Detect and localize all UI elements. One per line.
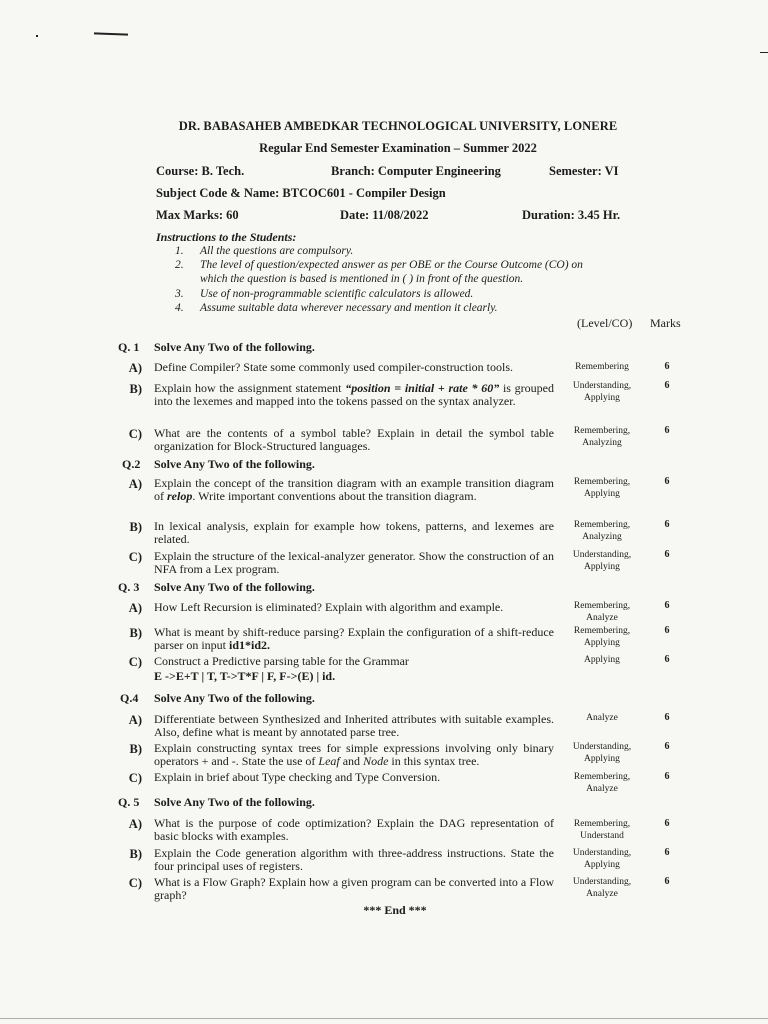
level-co: Remembering, Analyzing xyxy=(573,520,631,542)
question-text: Differentiate between Synthesized and Inherited attributes with suitable examples. Also, define what is meant by annotated parse tree. xyxy=(154,712,554,739)
question-text: Explain the structure of the lexical-analyzer generator. Show the construction of an NFA from a Lex program. xyxy=(154,549,554,576)
end-marker: *** End *** xyxy=(363,903,427,917)
question-number: Q. 1 xyxy=(118,340,140,354)
marks-value: 6 xyxy=(664,654,670,665)
question-text-segment: in this syntax tree. xyxy=(388,753,480,768)
marks-value: 6 xyxy=(664,712,670,723)
instruction-text: The level of question/expected answer as per OBE or the Course Outcome (CO) on xyxy=(200,259,583,271)
instruction-text: Use of non-programmable scientific calculators is allowed. xyxy=(200,288,474,300)
level-co: Understanding, Applying xyxy=(572,848,632,870)
assignment-statement: “position = initial + rate * 60” xyxy=(345,381,500,395)
instruction-text: Assume suitable data wherever necessary and mention it clearly. xyxy=(200,302,498,314)
part-label: A) xyxy=(128,601,142,615)
branch-info: Branch: Computer Engineering xyxy=(331,164,501,178)
level-co: Understanding, Applying xyxy=(572,550,632,572)
marks-value: 6 xyxy=(664,380,670,391)
marks-value: 6 xyxy=(664,625,670,636)
instruction-number: 1. xyxy=(175,245,184,257)
part-label: B) xyxy=(129,382,142,396)
level-co: Remembering, Applying xyxy=(573,626,631,648)
marks-value: 6 xyxy=(664,847,670,858)
instruction-number: 2. xyxy=(175,259,184,271)
question-text-segment: Explain how the assignment statement xyxy=(154,381,346,395)
instruction-text: which the question is based is mentioned in ( ) in front of the question. xyxy=(200,273,524,285)
leaf-term: Leaf xyxy=(318,753,340,768)
marks-value: 6 xyxy=(664,476,670,487)
question-text: How Left Recursion is eliminated? Explain with algorithm and example. xyxy=(154,600,504,614)
level-co: Remembering, Analyzing xyxy=(573,426,631,448)
level-column-header: (Level/CO) xyxy=(577,316,633,330)
marks-value: 6 xyxy=(664,876,670,887)
semester-info: Semester: VI xyxy=(549,164,619,178)
part-label: C) xyxy=(128,771,142,785)
question-heading: Solve Any Two of the following. xyxy=(154,340,315,354)
instruction-text: All the questions are compulsory. xyxy=(200,245,354,257)
part-label: B) xyxy=(129,847,142,861)
level-co: Remembering, Understand xyxy=(573,819,631,841)
max-marks-info: Max Marks: 60 xyxy=(156,208,239,222)
university-name: DR. BABASAHEB AMBEDKAR TECHNOLOGICAL UNIVERSITY, LONERE xyxy=(178,119,618,133)
part-label: A) xyxy=(128,817,142,831)
question-number: Q. 3 xyxy=(118,580,140,594)
question-text-segment: is grouped into the lexemes and mapped into the tokens passed on the syntax analyzer. xyxy=(154,381,554,408)
scan-mark xyxy=(36,35,38,37)
marks-value: 6 xyxy=(664,818,670,829)
question-text xyxy=(154,477,554,502)
duration-info: Duration: 3.45 Hr. xyxy=(522,208,621,222)
marks-value: 6 xyxy=(664,519,670,530)
part-label: C) xyxy=(128,550,142,564)
question-text-segment: . Write important conventions about the transition diagram. xyxy=(192,488,477,503)
level-co: Remembering, Analyze xyxy=(573,772,631,794)
part-label: B) xyxy=(129,520,142,534)
question-number: Q. 5 xyxy=(118,795,140,809)
level-co: Remembering, Applying xyxy=(573,477,631,499)
marks-value: 6 xyxy=(664,549,670,560)
level-co: Understanding, Applying xyxy=(572,742,632,764)
part-label: C) xyxy=(128,876,142,890)
part-label: C) xyxy=(128,427,142,441)
question-heading: Solve Any Two of the following. xyxy=(154,691,315,705)
marks-value: 6 xyxy=(664,600,670,611)
question-heading: Solve Any Two of the following. xyxy=(154,795,315,809)
level-co: Understanding, Analyze xyxy=(572,877,632,899)
part-label: C) xyxy=(128,655,142,669)
input-string: id1*id2. xyxy=(228,637,270,652)
level-co: Analyze xyxy=(586,713,618,723)
part-label: B) xyxy=(129,626,142,640)
instruction-number: 3. xyxy=(175,288,184,300)
exam-title: Regular End Semester Examination – Summer 2022 xyxy=(259,141,537,155)
grammar-text: E ->E+T | T, T->T*F | F, F->(E) | id. xyxy=(154,669,336,683)
relop-term: relop xyxy=(167,488,193,503)
question-text-segment: and xyxy=(339,753,364,768)
question-text: Explain in brief about Type checking and Type Conversion. xyxy=(154,770,441,784)
level-co: Remembering xyxy=(575,362,629,372)
question-heading: Solve Any Two of the following. xyxy=(154,457,315,471)
question-text xyxy=(154,742,554,767)
question-text: Explain the Code generation algorithm with three-address instructions. State the four principal uses of registers. xyxy=(154,846,554,873)
instructions-heading: Instructions to the Students: xyxy=(156,230,297,244)
question-text xyxy=(154,382,554,407)
question-text: What are the contents of a symbol table? Explain in detail the symbol table organization for Block-Structured languages. xyxy=(154,426,554,453)
question-text xyxy=(154,626,554,651)
date-info: Date: 11/08/2022 xyxy=(340,208,429,222)
question-text-segment: Explain the concept of the transition diagram with an example transition diagram of xyxy=(154,476,554,503)
node-term: Node xyxy=(363,753,389,768)
question-number: Q.4 xyxy=(120,691,139,705)
subject-info: Subject Code & Name: BTCOC601 - Compiler Design xyxy=(156,186,446,200)
part-label: A) xyxy=(128,713,142,727)
scan-mark xyxy=(0,1018,768,1019)
question-text: What is a Flow Graph? Explain how a given program can be converted into a Flow graph? xyxy=(154,875,554,902)
question-text-segment: Explain constructing syntax trees for simple expressions involving only binary operators + and -. State the use of xyxy=(154,741,554,768)
question-text: In lexical analysis, explain for example how tokens, patterns, and lexemes are related. xyxy=(154,519,554,546)
scan-mark xyxy=(760,52,768,53)
marks-value: 6 xyxy=(664,741,670,752)
question-text: Define Compiler? State some commonly used compiler-construction tools. xyxy=(154,360,514,374)
scan-mark xyxy=(94,32,128,35)
level-co: Remembering, Analyze xyxy=(573,601,631,623)
marks-value: 6 xyxy=(664,361,670,372)
marks-value: 6 xyxy=(664,771,670,782)
instruction-number: 4. xyxy=(175,302,184,314)
part-label: A) xyxy=(128,361,142,375)
marks-value: 6 xyxy=(664,425,670,436)
part-label: A) xyxy=(128,477,142,491)
level-co: Understanding, Applying xyxy=(572,381,632,403)
question-number: Q.2 xyxy=(122,457,141,471)
question-text: Construct a Predictive parsing table for the Grammar xyxy=(154,654,409,668)
course-info: Course: B. Tech. xyxy=(156,164,245,178)
part-label: B) xyxy=(129,742,142,756)
marks-column-header: Marks xyxy=(650,316,681,330)
question-text-segment: What is meant by shift-reduce parsing? Explain the configuration of a shift-reduce parser on input xyxy=(154,625,554,652)
level-co: Applying xyxy=(584,655,620,665)
question-heading: Solve Any Two of the following. xyxy=(154,580,315,594)
question-text: What is the purpose of code optimization? Explain the DAG representation of basic blocks with examples. xyxy=(154,816,554,843)
